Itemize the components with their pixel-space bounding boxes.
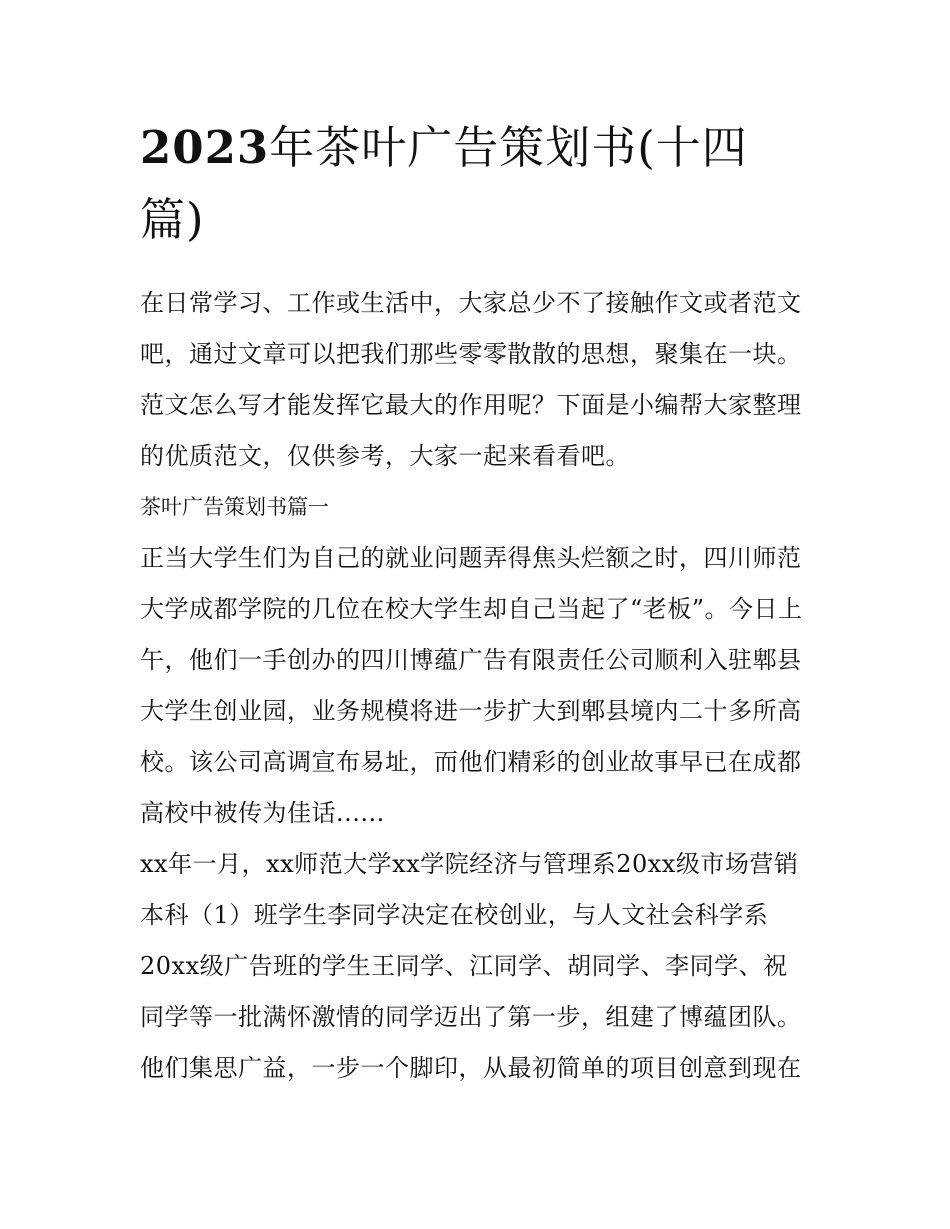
title-text: 年茶叶广告策划书(十四篇) [140, 121, 748, 246]
title-year: 2023 [140, 121, 270, 174]
intro-paragraph: 在日常学习、工作或生活中，大家总少不了接触作文或者范文吧，通过文章可以把我们那些零零散散的思想，聚集在一块。范文怎么写才能发挥它最大的作用呢？下面是小编帮大家整理的优质范文，仅供参考，大家一起来看看吧。 [140, 289, 802, 470]
section-heading: 茶叶广告策划书篇一 [140, 495, 329, 519]
body-paragraph-1: 正当大学生们为自己的就业问题弄得焦头烂额之时，四川师范大学成都学院的几位在校大学生却自己当起了“老板”。今日上午，他们一手创办的四川博蕴广告有限责任公司顺利入驻郫县大学生创业园，业务规模将进一步扩大到郫县境内二十多所高校。该公司高调宣布易址，而他们精彩的创业故事早已在成都高校中被传为佳话...... [140, 544, 803, 827]
document-body [140, 112, 812, 1094]
document-title [140, 112, 812, 256]
body-paragraph-2: xx年一月，xx师范大学xx学院经济与管理系20xx级市场营销本科（1）班学生李同学决定在校创业，与人文社会科学系20xx级广告班的学生王同学、江同学、胡同学、李同学、祝同学等一批满怀激情的同学迈出了第一步，组建了博蕴团队。他们集思广益，一步一个脚印，从最初简单的项目创意到现在 [140, 850, 802, 1082]
